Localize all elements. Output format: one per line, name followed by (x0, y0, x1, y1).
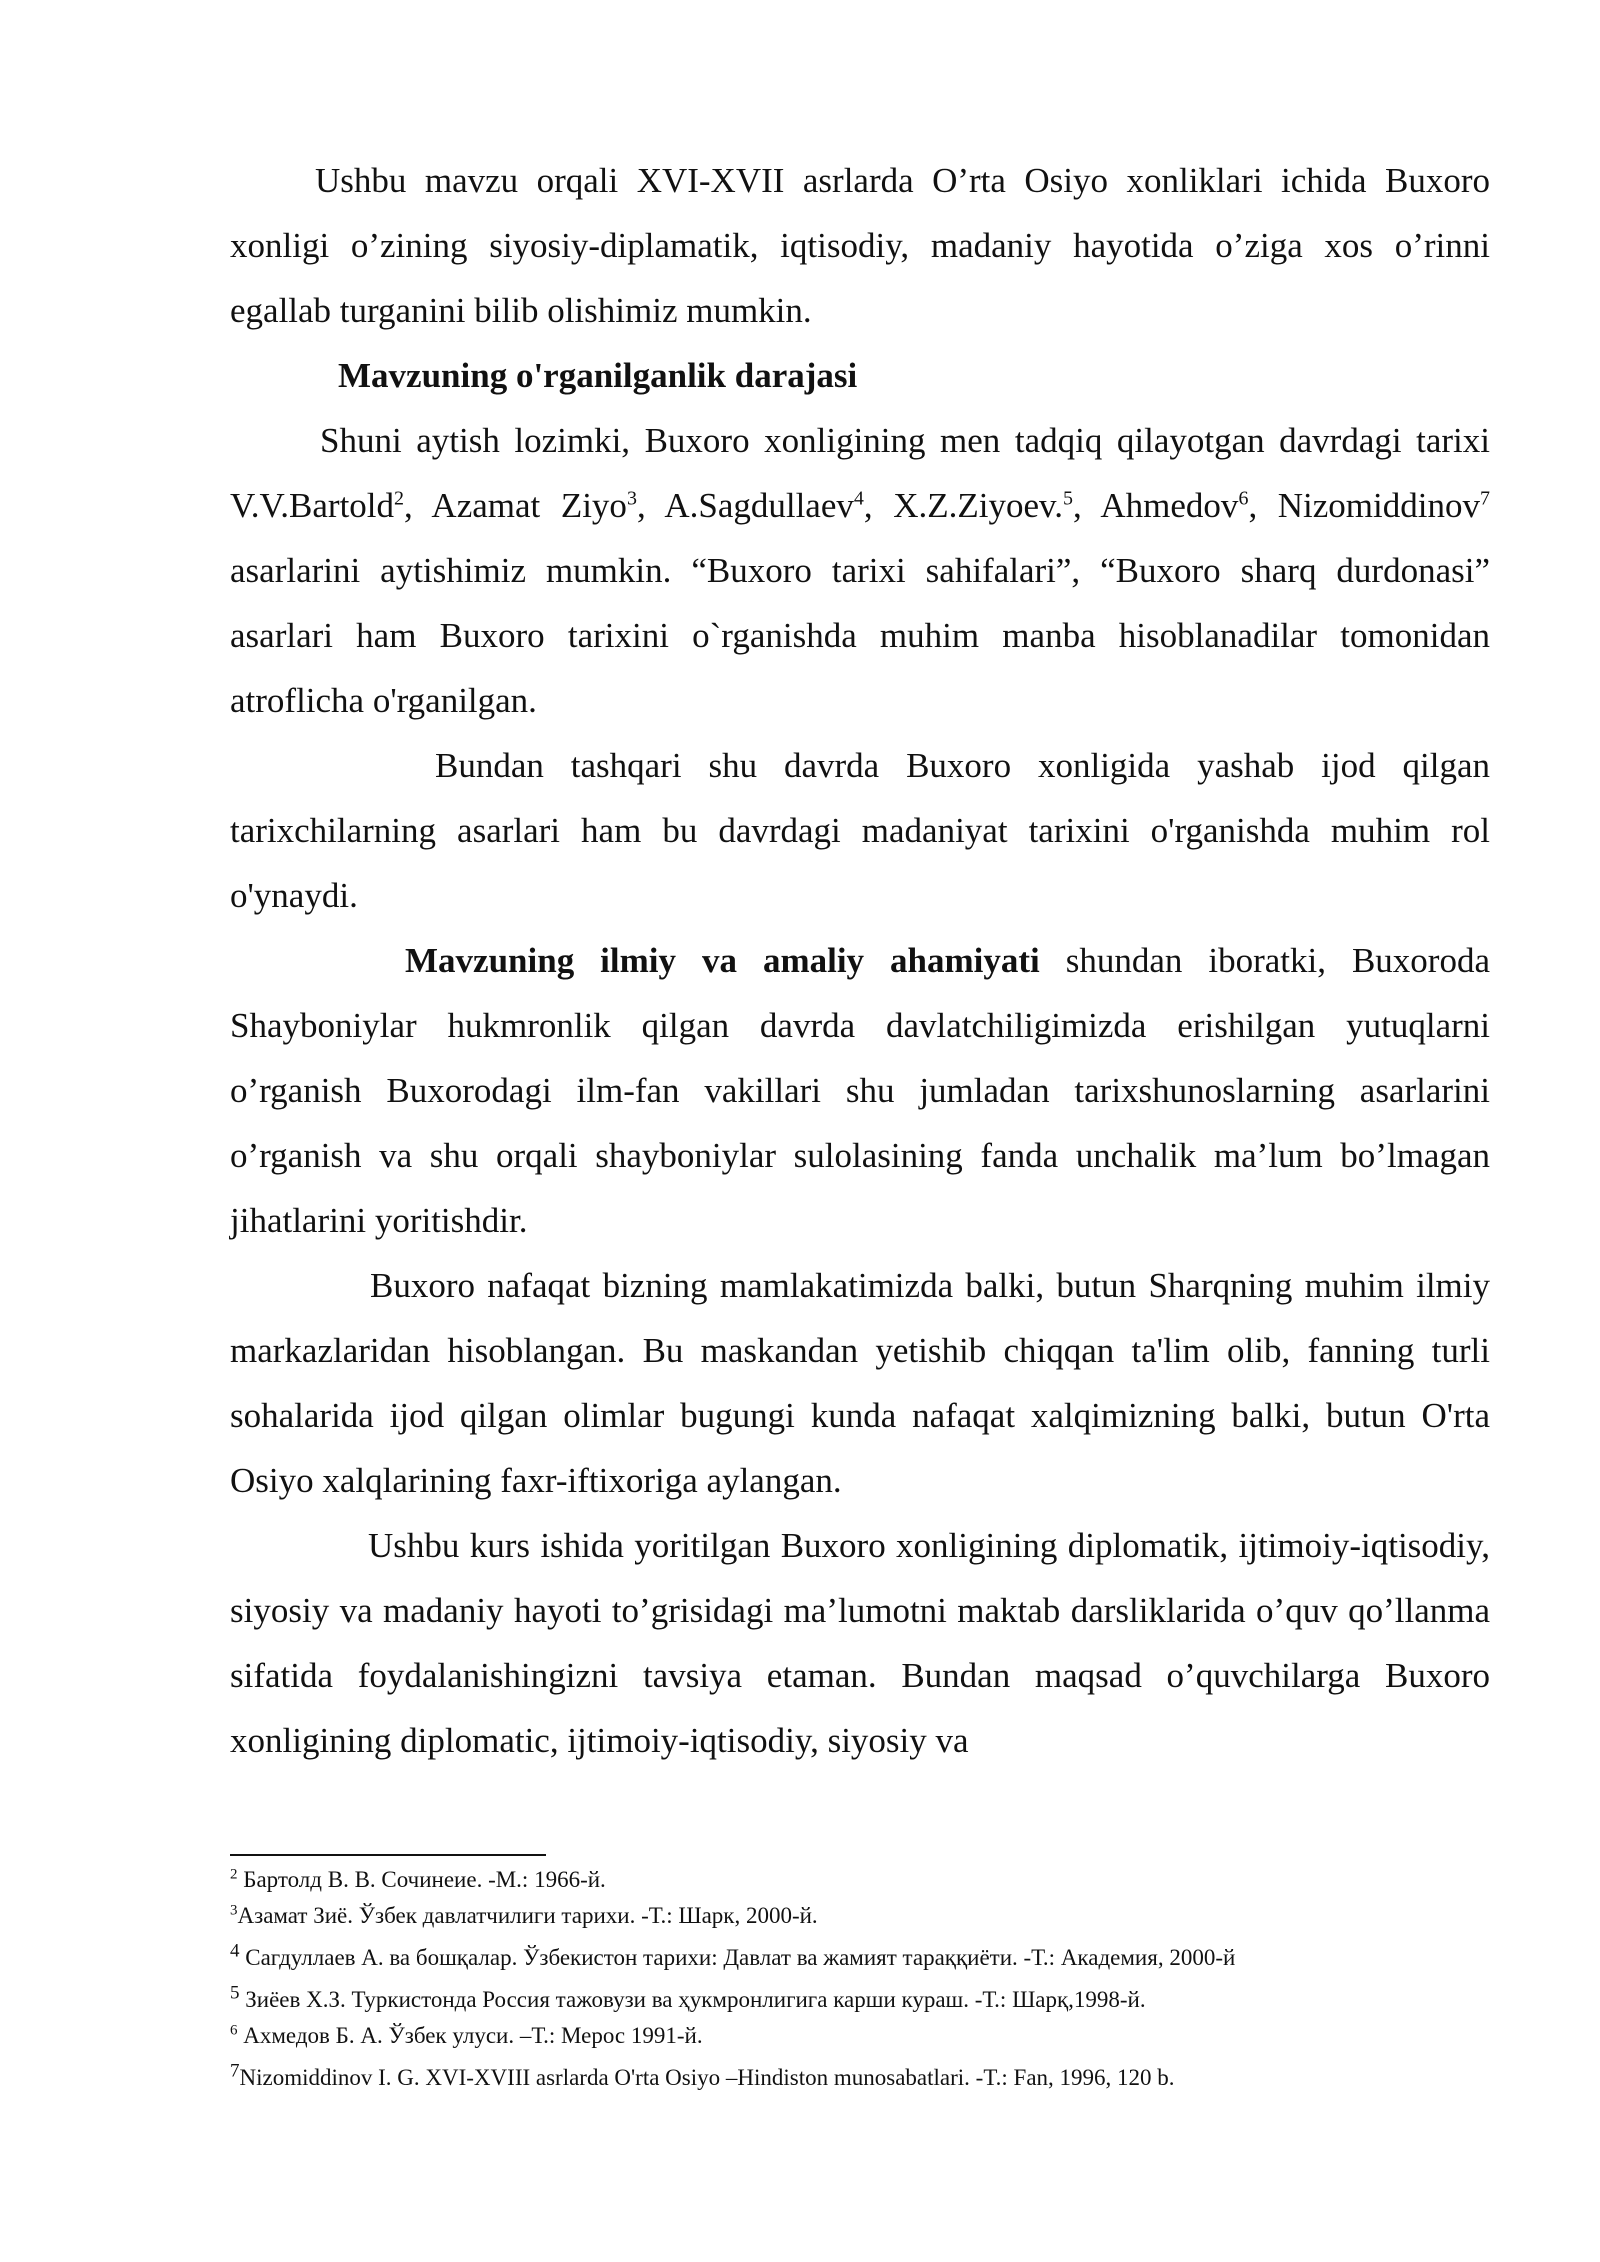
footnote-number: 7 (230, 2060, 240, 2082)
body-text (230, 148, 1490, 1773)
footnote-5 (230, 1982, 1530, 2018)
text-run: , Ahmedov (1073, 486, 1239, 525)
footnote-2 (230, 1862, 1530, 1898)
paragraph-recommendation: Ushbu kurs ishida yoritilgan Buxoro xonligining diplomatik, ijtimoiy-iqtisodiy, siyosiy va madaniy hayoti to’grisidagi ma’lumotni maktab darsliklarida o’quv qo’llanma sifatida foydalanishingizni tavsiya etaman. Bundan maqsad o’quvchilarga Buxoro xonligining diplomatic, ijtimoiy-iqtisodiy, siyosiy va (230, 1526, 1490, 1760)
footnote-ref[interactable]: 6 (1238, 487, 1249, 510)
footnote-number: 6 (230, 2022, 238, 2039)
footnote-ref[interactable]: 2 (394, 487, 405, 510)
text-run: asarlarini aytishimiz mumkin. “Buxoro tarixi sahifalari”, “Buxoro sharq durdonasi” asarlari ham Buxoro tarixini o`rganishda muhim manba hisoblanadilar tomonidan atroflicha o'rganilgan. (230, 551, 1490, 720)
paragraph-significance (230, 928, 1490, 1253)
footnote-number: 4 (230, 1940, 240, 1962)
footnote-text: Ахмедов Б. А. Ўзбек улуси. –Т.: Мерос 1991-й. (237, 2023, 703, 2048)
footnote-4 (230, 1940, 1530, 1976)
footnote-text: Бартолд В. В. Сочинеие. -М.: 1966-й. (237, 1867, 606, 1892)
footnote-ref[interactable]: 4 (853, 487, 864, 510)
footnote-7 (230, 2060, 1530, 2096)
footnote-6 (230, 2018, 1530, 2054)
footnote-number: 5 (230, 1982, 240, 2004)
footnotes (230, 1862, 1530, 2096)
footnote-text: Зиёев Х.З. Туркистонда Россия тажовузи ва ҳукмронлигига карши кураш. -Т.: Шарқ,1998-й. (239, 1987, 1146, 2012)
significance-heading: Mavzuning ilmiy va amaliy ahamiyati (405, 941, 1040, 980)
paragraph-historians: Bundan tashqari shu davrda Buxoro xonligida yashab ijod qilgan tarixchilarning asarlari ham bu davrdagi madaniyat tarixini o'rganishda muhim rol o'ynaydi. (230, 746, 1490, 915)
text-run: , Azamat Ziyo (404, 486, 627, 525)
footnote-ref[interactable]: 7 (1479, 487, 1490, 510)
footnote-text: Nizomiddinov I. G. XVI-XVIII asrlarda O'rta Osiyo –Hindiston munosabatlari. -T.: Fan, 1996, 120 b. (239, 2065, 1175, 2090)
footnote-ref[interactable]: 5 (1063, 487, 1073, 510)
footnote-ref[interactable]: 3 (626, 487, 637, 510)
paragraph-literature-review (230, 408, 1490, 733)
paragraph-intro: Ushbu mavzu orqali XVI-XVII asrlarda O’rta Osiyo xonliklari ichida Buxoro xonligi o’zining siyosiy-diplamatik, iqtisodiy, madaniy hayotida o’ziga xos o’rinni egallab turganini bilib olishimiz mumkin. (230, 161, 1490, 330)
footnote-number: 3 (230, 1902, 238, 1919)
paragraph-bukhara-center: Buxoro nafaqat bizning mamlakatimizda balki, butun Sharqning muhim ilmiy markazlaridan hisoblangan. Bu maskandan yetishib chiqqan ta'lim olib, fanning turli sohalarida ijod qilgan olimlar bugungi kunda nafaqat xalqimizning balki, butun O'rta Osiyo xalqlarining faxr-iftixoriga aylangan. (230, 1266, 1490, 1500)
text-run: , Nizomiddinov (1248, 486, 1480, 525)
text-run: shundan iboratki, Buxoroda Shayboniylar hukmronlik qilgan davrda davlatchiligimizda erishilgan yutuqlarni o’rganish Buxorodagi ilm-fan vakillari shu jumladan tarixshunoslarning asarlarini o’rganish va shu orqali shayboniylar sulolasining fanda unchalik ma’lum bo’lmagan jihatlarini yoritishdir. (230, 941, 1490, 1240)
text-run: , X.Z.Ziyoev. (863, 486, 1063, 525)
section-heading-study-level: Mavzuning o'rganilganlik darajasi (338, 356, 858, 395)
footnote-3 (230, 1898, 1530, 1934)
footnote-text: Азамат Зиё. Ўзбек давлатчилиги тарихи. -Т.: Шарк, 2000-й. (237, 1903, 818, 1928)
footnote-separator (230, 1854, 546, 1856)
text-run: , A.Sagdullaev (636, 486, 854, 525)
footnote-number: 2 (230, 1866, 238, 1883)
text-run: Shuni aytish lozimki, Buxoro xonligining men tadqiq qilayotgan davrdagi tarixi V.V.Bartold (230, 421, 1490, 525)
footnote-text: Сагдуллаев А. ва бошқалар. Ўзбекистон тарихи: Давлат ва жамият тараққиёти. -Т.: Академия, 2000-й (239, 1945, 1236, 1970)
